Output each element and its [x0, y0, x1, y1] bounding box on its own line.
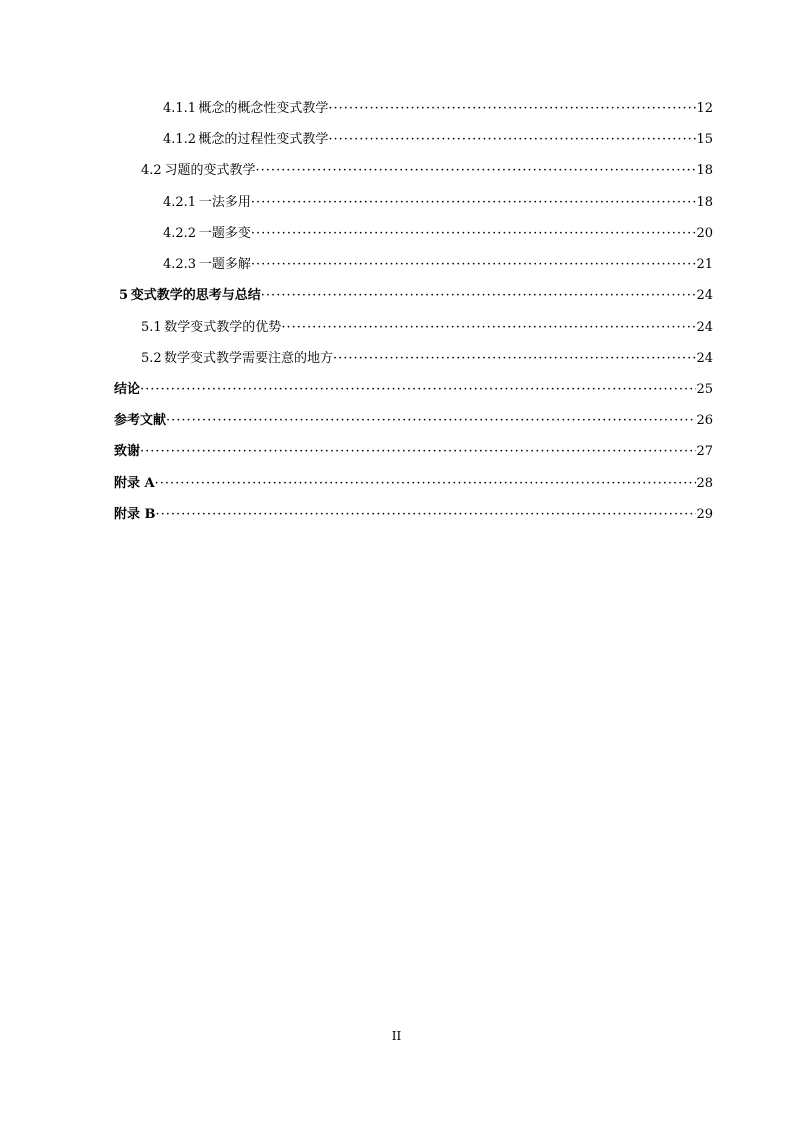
toc-leader-dots — [255, 160, 696, 182]
toc-entry-title: 参考文献 — [114, 413, 167, 428]
toc-leader-dots — [328, 129, 696, 151]
toc-entry-title: 致谢 — [114, 444, 141, 459]
toc-entry-title: 附录 B — [114, 507, 156, 522]
toc-entry-page: 25 — [696, 382, 713, 397]
toc-entry-page: 15 — [696, 132, 713, 147]
toc-entry-title: 变式教学的思考与总结 — [130, 288, 261, 303]
toc-entry-number: 4.1.2 — [163, 132, 197, 147]
toc-leader-dots — [251, 192, 697, 214]
toc-entry[interactable] — [141, 160, 713, 182]
toc-entry[interactable] — [141, 317, 713, 339]
toc-entry-page: 18 — [696, 195, 713, 210]
toc-entry-title: 数学变式教学需要注意的地方 — [163, 351, 333, 366]
toc-entry-page: 27 — [696, 444, 713, 459]
toc-entry-title: 概念的概念性变式教学 — [198, 101, 329, 116]
toc-entry-number: 5.1 — [141, 320, 162, 335]
toc-entry-title: 一题多变 — [198, 226, 251, 241]
toc-entry[interactable] — [119, 285, 713, 307]
toc-entry-number: 4.2.1 — [163, 195, 197, 210]
toc-entry[interactable] — [114, 473, 713, 495]
toc-entry[interactable] — [114, 410, 713, 432]
toc-entry-title: 数学变式教学的优势 — [164, 320, 282, 335]
toc-entry-page: 12 — [696, 101, 713, 116]
toc-entry-page: 21 — [696, 257, 713, 272]
toc-leader-dots — [281, 317, 696, 339]
toc-leader-dots — [166, 410, 696, 432]
toc-entry-number: 5 — [119, 288, 129, 303]
toc-leader-dots — [251, 254, 697, 276]
toc-entry-page: 26 — [696, 413, 713, 428]
toc-leader-dots — [261, 285, 697, 307]
toc-entry-title: 习题的变式教学 — [164, 163, 256, 178]
toc-leader-dots — [251, 223, 697, 245]
toc-entry-number: 4.2 — [141, 163, 162, 178]
toc-leader-dots — [156, 504, 697, 526]
toc-entry-title: 附录 A — [114, 476, 155, 491]
toc-entry[interactable] — [114, 504, 713, 526]
toc-entry-number: 5.2 — [141, 351, 162, 366]
toc-entry-number: 4.2.3 — [163, 257, 197, 272]
toc-entry-page: 24 — [696, 351, 713, 366]
toc-leader-dots — [328, 98, 696, 120]
toc-entry-page: 24 — [696, 288, 713, 303]
toc-entry-number: 4.2.2 — [163, 226, 197, 241]
toc-entry[interactable] — [163, 254, 713, 276]
toc-entry[interactable] — [163, 223, 713, 245]
toc-entry-page: 24 — [696, 320, 713, 335]
toc-leader-dots — [333, 348, 696, 370]
toc-entry-page: 18 — [696, 163, 713, 178]
toc-entry[interactable] — [163, 129, 713, 151]
toc-entry[interactable] — [114, 441, 713, 463]
toc-entry-page: 20 — [696, 226, 713, 241]
toc-entry-number: 4.1.1 — [163, 101, 197, 116]
toc-leader-dots — [155, 473, 697, 495]
toc-entry[interactable] — [141, 348, 713, 370]
toc-entry[interactable] — [163, 98, 713, 120]
toc-entry-title: 一法多用 — [198, 195, 251, 210]
toc-entry-title: 概念的过程性变式教学 — [198, 132, 329, 147]
toc-entry-title: 结论 — [114, 382, 141, 397]
toc-entry[interactable] — [114, 379, 713, 401]
toc-entry-title: 一题多解 — [198, 257, 251, 272]
toc-leader-dots — [140, 441, 696, 463]
toc-entry-page: 28 — [696, 476, 713, 491]
toc-leader-dots — [140, 379, 696, 401]
page-number: II — [391, 1029, 402, 1043]
toc-entry-page: 29 — [696, 507, 713, 522]
toc-entry[interactable] — [163, 192, 713, 214]
